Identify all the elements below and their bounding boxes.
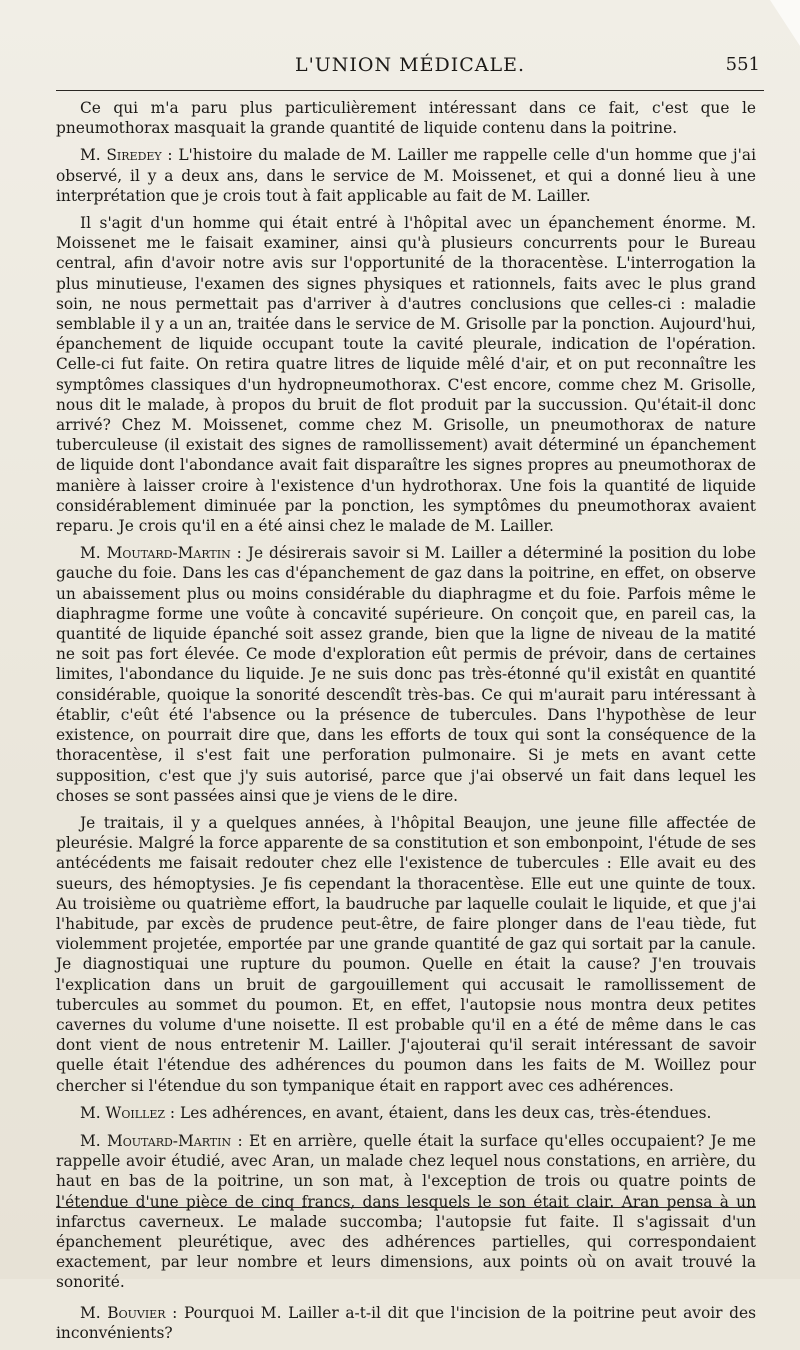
paragraph-text: Ce qui m'a paru plus particulièrement intéressant dans ce fait, c'est que le pneumothorax masquait la grande quantité de liquide contenu dans la poitrine. (56, 99, 756, 138)
speaker-name: M. Moutard-Martin : (80, 1131, 243, 1150)
paragraph-text: Je désirerais savoir si M. Lailler a déterminé la position du lobe gauche du foie. Dans les cas d'épanchement de gaz dans la poitrine, en effet, on observe un abaissement plus ou moins considérable du diaphragme et du foie. Parfois même le diaphragme forme une voûte à concavité supérieure. On conçoit que, en pareil cas, la quantité de liquide épanché soit assez grande, bien que la ligne de niveau de la matité ne soit pas fort élevée. Ce mode d'exploration eût permis de prévoir, dans de certaines limites, l'abondance du liquide. Je ne suis donc pas très-étonné qu'il existât en quantité considérable, quoique la sonorité descendît très-bas. Ce qui m'aurait paru intéressant à établir, c'eût été l'absence ou la présence de tubercules. Dans l'hypothèse de leur existence, on pourrait dire que, dans les efforts de toux qui sont la conséquence de la thoracentèse, il s'est fait une perforation pulmonaire. Si je mets en avant cette supposition, c'est que j'y suis autorisé, parce que j'ai observé un fait dans lequel les choses se sont passées ainsi que je viens de le dire. (56, 544, 757, 805)
page-corner-fold (770, 0, 800, 46)
paragraph-siredey (56, 145, 756, 206)
paragraph-text: Pourquoi M. Lailler a-t-il dit que l'incision de la poitrine peut avoir des inconvénients? (56, 1303, 756, 1342)
paragraph-text: Il s'agit d'un homme qui était entré à l'hôpital avec un épanchement énorme. M. Moissenet me le faisait examiner, ainsi qu'à plusieurs concurrents pour le Bureau central, afin d'avoir notre avis sur l'opportunité de la thoracentèse. L'interrogation la plus minutieuse, l'examen des signes physiques et rationnels, faits avec le plus grand soin, ne nous permettait pas d'arriver à d'autres conclusions que celles-ci : maladie semblable il y a un an, traitée dans le service de M. Grisolle par la ponction. Aujourd'hui, épanchement de liquide occupant toute la cavité pleurale, indication de l'opération. Celle-ci fut faite. On retira quatre litres de liquide mêlé d'air, et on put reconnaître les symptômes classiques d'un hydropneumothorax. C'est encore, comme chez M. Grisolle, nous dit le malade, à propos du bruit de flot produit par la succussion. Qu'était-il donc arrivé? Chez M. Moissenet, comme chez M. Grisolle, un pneumothorax de nature tuberculeuse (il existait des signes de ramollissement) avait déterminé un épanchement de liquide dont l'abondance avait fait disparaître les signes propres au pneumothorax de manière à laisser croire à l'existence d'un hydrothorax. Une fois la quantité de liquide considérablement diminuée par la ponction, les symptômes du pneumothorax avaient reparu. Je crois qu'il en a été ainsi chez le malade de M. Lailler. (56, 214, 756, 536)
section-rule (56, 1207, 756, 1208)
speaker-name: M. Moutard-Martin : (80, 544, 242, 563)
paragraph-woillez (56, 1103, 756, 1123)
paragraph-moutard-martin (56, 543, 756, 806)
header-rule (56, 90, 764, 91)
paragraph-beaujon-case (56, 813, 756, 1096)
paragraph-bouvier (56, 1303, 756, 1343)
speaker-name: M. Siredey : (80, 146, 173, 165)
page-header (60, 50, 760, 82)
paragraph-text: Je traitais, il y a quelques années, à l'hôpital Beaujon, une jeune fille affectée de pleurésie. Malgré la force apparente de sa constitution et son embonpoint, l'étude de ses antécédents me faisait redouter chez elle l'existence de tubercules : Elle avait eu des sueurs, des hémoptysies. Je fis cependant la thoracentèse. Elle eut une quinte de toux. Au troisième ou quatrième effort, la baudruche par laquelle coulait le liquide, et que j'ai l'habitude, par excès de prudence peut-être, de faire plonger dans de l'eau tiède, fut violemment projetée, emportée par une grande quantité de gaz qui sortait par la canule. Je diagnostiquai une rupture du poumon. Quelle en était la cause? J'en trouvais l'explication dans un bruit de gargouillement qui accusait le ramollissement de tubercules au sommet du poumon. Et, en effet, l'autopsie nous montra deux petites cavernes du volume d'une noisette. Il est probable qu'il en a été de même dans le cas dont vient de nous entretenir M. Lailler. J'ajouterai qu'il serait intéressant de savoir quelle était l'étendue des adhérences du poumon dans les faits de M. Woillez pour chercher si l'étendue du son tympanique était en rapport avec ces adhérences. (56, 813, 756, 1095)
paragraph-intro (56, 98, 756, 138)
article-body (56, 98, 756, 1350)
paragraph-text: Et en arrière, quelle était la surface qu'elles occupaient? Je me rappelle avoir étudié, avec Aran, un malade chez lequel nous constations, en arrière, du haut en bas de la poitrine, un son mat, à l'exception de trois ou quatre points de l'étendue d'une pièce de cinq francs, dans lesquels le son était clair. Aran pensa à un infarctus caverneux. Le malade succomba; l'autopsie fut faite. Il s'agissait d'un épanchement pleurétique, avec des adhérences partielles, qui correspondaient exactement, par leur nombre et leurs dimensions, aux points où on avait trouvé la sonorité. (56, 1131, 756, 1292)
paragraph-siredey-case (56, 213, 756, 536)
paragraph-text: Les adhérences, en avant, étaient, dans les deux cas, très-étendues. (175, 1103, 712, 1122)
speaker-name: M. Bouvier : (80, 1303, 178, 1322)
page-number: 551 (725, 54, 760, 75)
paragraph-text: L'histoire du malade de M. Lailler me rappelle celle d'un homme que j'ai observé, il y a deux ans, dans le service de M. Moissenet, et qui a donné lieu à une interprétation que je crois tout à fait applicable au fait de M. Lailler. (56, 146, 756, 205)
speaker-name: M. Woillez : (80, 1103, 176, 1122)
paragraph-moutard-martin-reply (56, 1131, 756, 1293)
running-head: L'UNION MÉDICALE. (294, 54, 526, 76)
